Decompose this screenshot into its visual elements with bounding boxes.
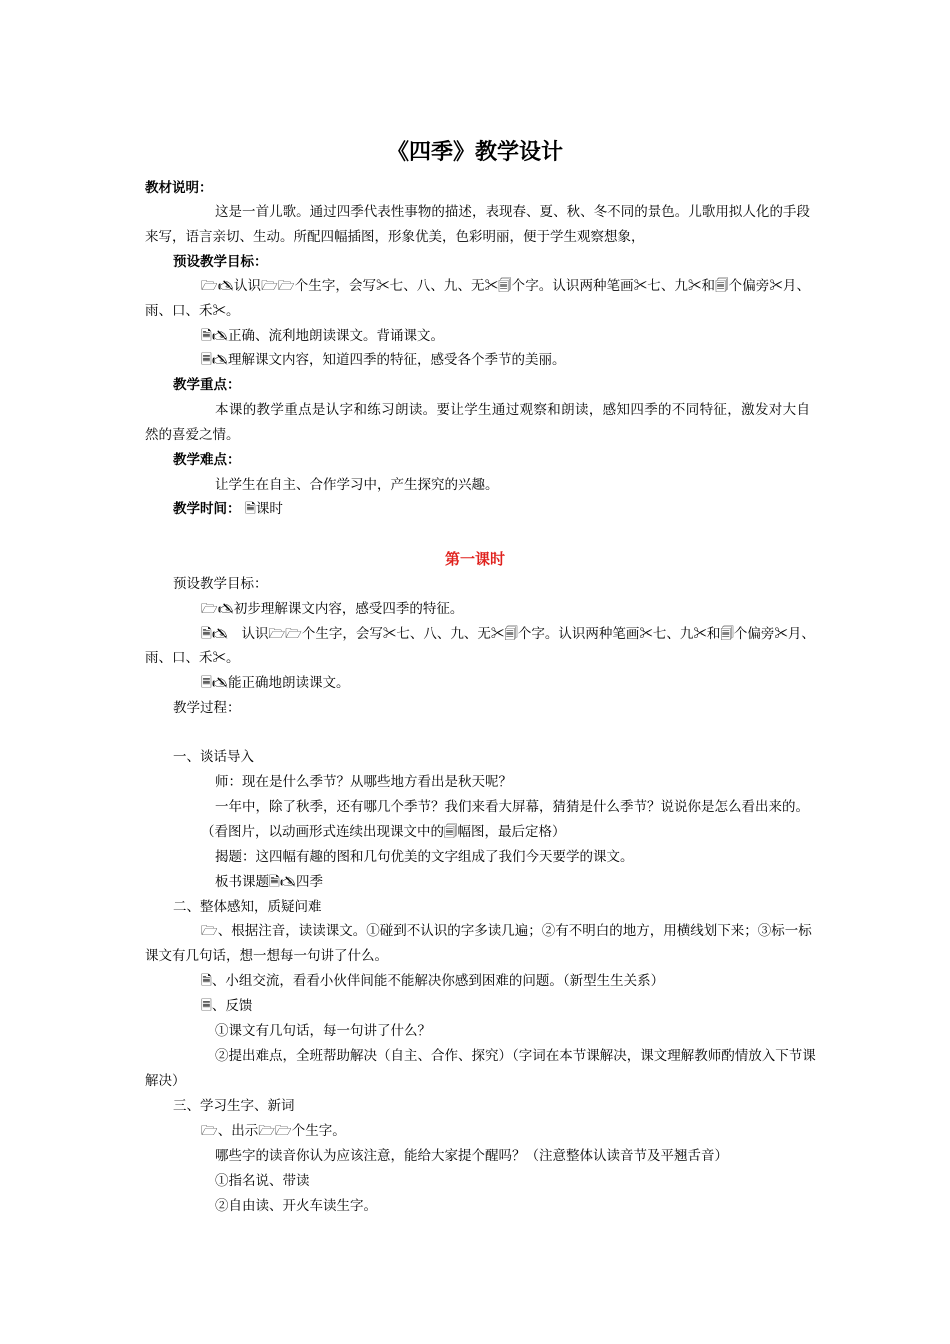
step-line: ①指名说、带读 <box>215 1173 310 1189</box>
section-title-first-lesson: 第一课时 <box>444 550 505 568</box>
goal-item: 🗏🖎能正确地朗读课文。 <box>201 675 350 691</box>
step-line: ①课文有几句话，每一句讲了什么？ <box>215 1023 431 1039</box>
goal-item: 🗁🖎初步理解课文内容，感受四季的特征。 <box>201 601 464 617</box>
paragraph-line: 本课的教学重点是认字和练习朗读。要让学生通过观察和朗读，感知四季的不同特征，激发对大自 <box>215 402 810 418</box>
step-line: 师：现在是什么季节？从哪些地方看出是秋天呢？ <box>215 774 512 790</box>
step-heading: 二、整体感知，质疑问难 <box>173 899 322 915</box>
heading-difficulties: 教学难点： <box>173 452 241 468</box>
step-line: 🗏、反馈 <box>201 998 253 1014</box>
step-heading: 一、谈话导入 <box>173 749 254 765</box>
paragraph-line: 这是一首儿歌。通过四季代表性事物的描述，表现春、夏、秋、冬不同的景色。儿歌用拟人化的手段 <box>215 204 810 220</box>
goal-item: 🗎🖎 认识🗁🗁个生字，会写✂七、八、九、无✂🗐个字。认识两种笔画✂七、九✂和🗐个偏旁✂月、 <box>201 626 815 642</box>
step-line: 哪些字的读音你认为应该注意，能给大家提个醒吗？（注意整体认读音节及平翘舌音） <box>215 1148 728 1164</box>
step-line-continued: 解决） <box>145 1073 186 1089</box>
step-line: 板书课题🗎🖎四季 <box>215 874 323 890</box>
document-title: 《四季》教学设计 <box>386 139 563 165</box>
subheading-goals: 预设教学目标： <box>173 576 268 592</box>
goal-item-continued: 雨、口、禾✂。 <box>145 650 240 666</box>
heading-materials: 教材说明： <box>145 180 213 196</box>
goal-item: 🗎🖎正确、流利地朗读课文。背诵课文。 <box>201 328 444 344</box>
step-line: 🗁、出示🗁🗁个生字。 <box>201 1123 346 1139</box>
time-value: 🗎课时 <box>245 501 283 517</box>
paragraph-line: 然的喜爱之情。 <box>145 427 240 443</box>
goal-item-continued: 雨、口、禾✂。 <box>145 303 240 319</box>
goal-item: 🗏🖎理解课文内容，知道四季的特征，感受各个季节的美丽。 <box>201 352 566 368</box>
heading-goals: 预设教学目标： <box>173 254 268 270</box>
goal-item: 🗁🖎认识🗁🗁个生字，会写✂七、八、九、无✂🗐个字。认识两种笔画✂七、九✂和🗐个偏旁✂月、 <box>201 278 810 294</box>
step-line: 🗎、小组交流，看看小伙伴间能不能解决你感到困难的问题。（新型生生关系） <box>201 973 665 989</box>
heading-time: 教学时间： <box>173 501 241 517</box>
step-line: ②提出难点，全班帮助解决（自主、合作、探究）（字词在本节课解决，课文理解教师酌情放入下节课 <box>215 1048 816 1064</box>
step-line: （看图片，以动画形式连续出现课文中的🗐幅图，最后定格） <box>201 824 566 840</box>
step-line: 一年中，除了秋季，还有哪几个季节？我们来看大屏幕，猜猜是什么季节？说说你是怎么看出来的。 <box>215 799 809 815</box>
step-heading: 三、学习生字、新词 <box>173 1098 295 1114</box>
step-line: ②自由读、开火车读生字。 <box>215 1198 377 1214</box>
step-line-continued: 课文有几句话，想一想每一句讲了什么。 <box>145 948 388 964</box>
heading-key-points: 教学重点： <box>173 377 241 393</box>
paragraph-line: 让学生在自主、合作学习中，产生探究的兴趣。 <box>215 477 499 493</box>
subheading-process: 教学过程： <box>173 700 241 716</box>
paragraph-line: 来写，语言亲切、生动。所配四幅插图，形象优美，色彩明丽，便于学生观察想象， <box>145 229 645 245</box>
step-line: 揭题：这四幅有趣的图和几句优美的文字组成了我们今天要学的课文。 <box>215 849 634 865</box>
step-line: 🗁、根据注音，读读课文。①碰到不认识的字多读几遍；②有不明白的地方，用横线划下来；③标一标 <box>201 923 812 939</box>
